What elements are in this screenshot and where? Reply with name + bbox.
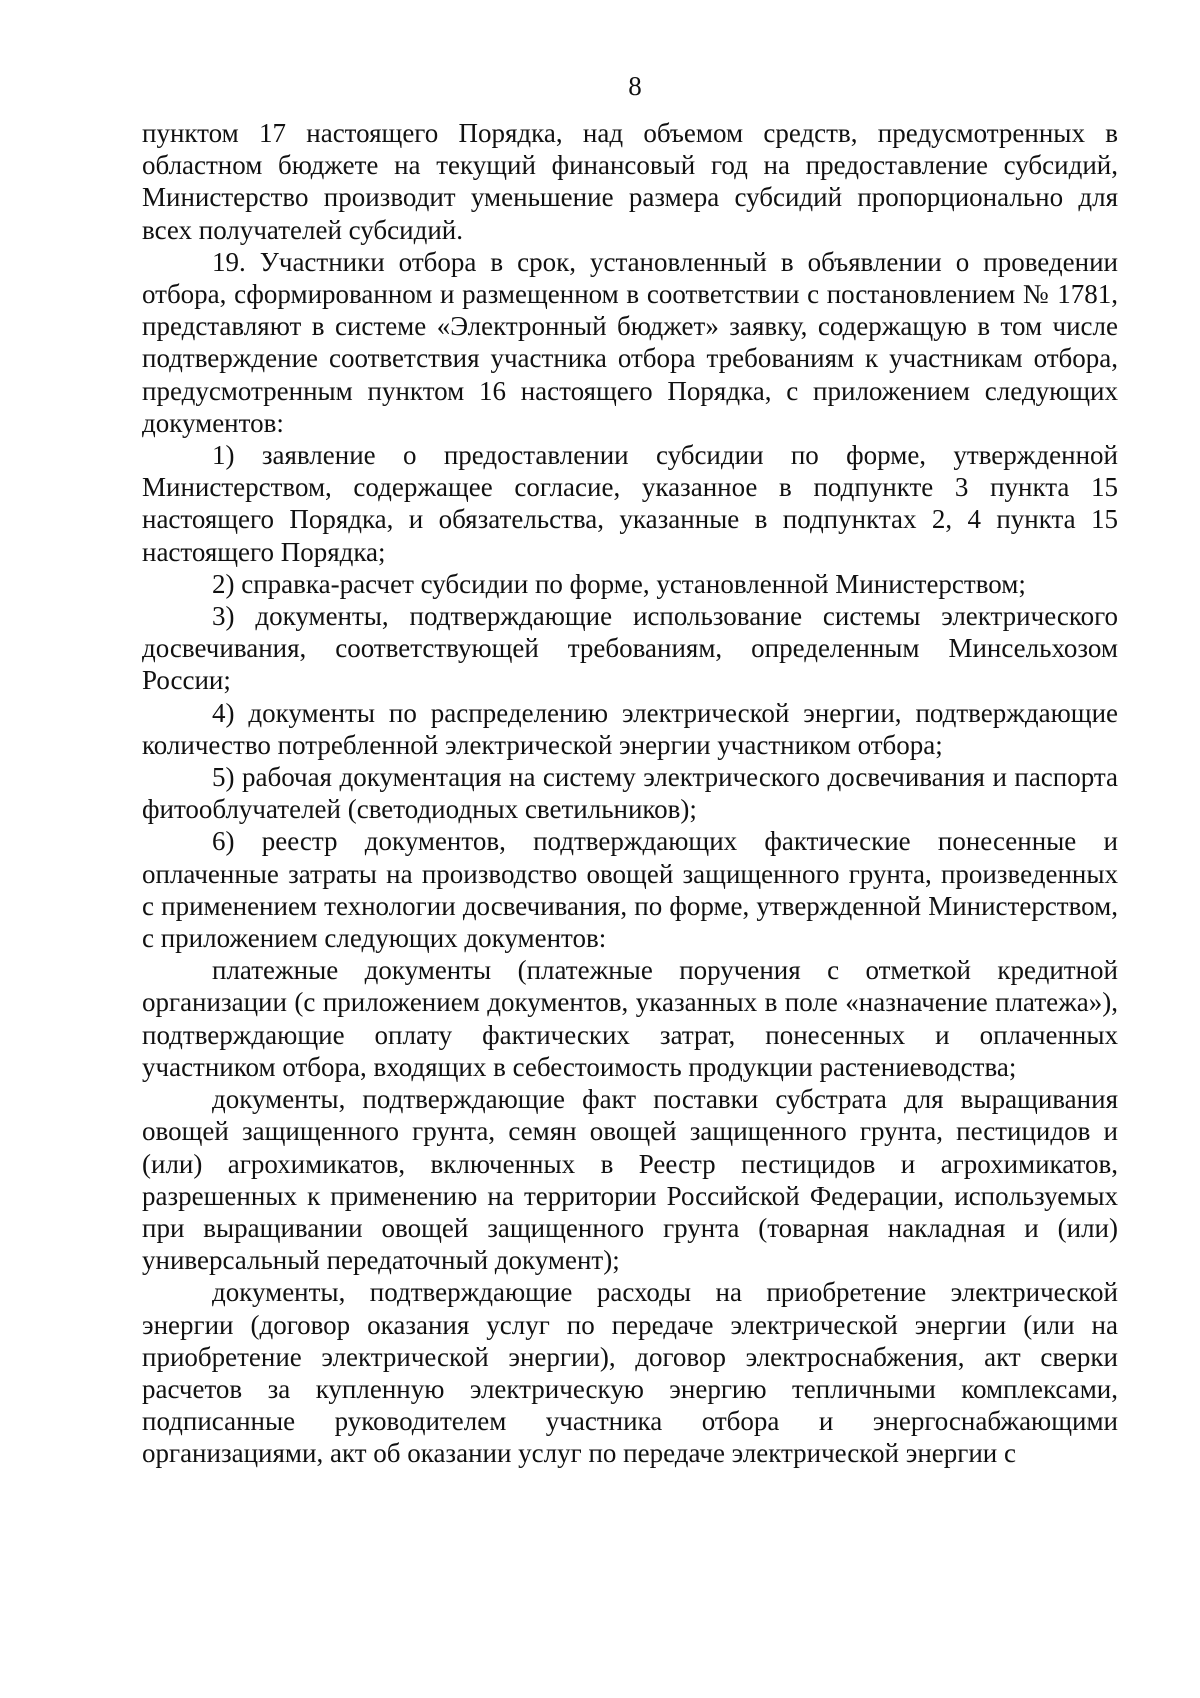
paragraph-subitem-4: 4) документы по распределению электрической энергии, подтверждающие количество потребленной электрической энергии участником отбора; — [142, 697, 1118, 760]
paragraph-payment-documents: платежные документы (платежные поручения с отметкой кредитной организации (с приложением документов, указанных в поле «назначение платежа»), подтверждающие оплату фактических затрат, понесенных и оплаченных участником отбора, входящих в себестоимость продукции растениеводства; — [142, 955, 1118, 1082]
paragraph-energy-documents: документы, подтверждающие расходы на приобретение электрической энергии (договор оказания услуг по передаче электрической энергии (или на приобретение электрической энергии), договор электроснабжения, акт сверки расчетов за купленную электрическую энергию тепличными комплексами, подписанные руководителем участника отбора и энергоснабжающими организациями, акт об оказании услуг по передаче электрической энергии с — [142, 1277, 1118, 1469]
paragraph-continuation: пунктом 17 настоящего Порядка, над объемом средств, предусмотренных в областном бюджете на текущий финансовый год на предоставление субсидий, Министерство производит уменьшение размера субсидий пропорционально для всех получателей субсидий. — [142, 118, 1118, 245]
paragraph-subitem-3: 3) документы, подтверждающие использование системы электрического досвечивания, соответствующей требованиям, определенным Минсельхозом России; — [142, 601, 1118, 696]
paragraph-subitem-6: 6) реестр документов, подтверждающих фактические понесенные и оплаченные затраты на производство овощей защищенного грунта, произведенных с применением технологии досвечивания, по форме, утвержденной Министерством, с приложением следующих документов: — [142, 826, 1118, 954]
paragraph-subitem-1: 1) заявление о предоставлении субсидии по форме, утвержденной Министерством, содержащее согласие, указанное в подпункте 3 пункта 15 настоящего Порядка, и обязательства, указанные в подпунктах 2, 4 пункта 15 настоящего Порядка; — [142, 440, 1118, 567]
paragraph-subitem-5: 5) рабочая документация на систему электрического досвечивания и паспорта фитооблучателей (светодиодных светильников); — [142, 762, 1118, 825]
paragraph-supply-documents: документы, подтверждающие факт поставки субстрата для выращивания овощей защищенного грунта, семян овощей защищенного грунта, пестицидов и (или) агрохимикатов, включенных в Реестр пестицидов и агрохимикатов, разрешенных к применению на территории Российской Федерации, используемых при выращивании овощей защищенного грунта (товарная накладная и (или) универсальный передаточный документ); — [142, 1084, 1118, 1276]
page-number: 8 — [628, 71, 642, 101]
paragraph-subitem-2: 2) справка-расчет субсидии по форме, установленной Министерством; — [212, 568, 1026, 599]
document-body — [142, 117, 1118, 1470]
paragraph-item-19: 19. Участники отбора в срок, установленный в объявлении о проведении отбора, сформированном и размещенном в соответствии с постановлением № 1781, представляют в системе «Электронный бюджет» заявку, содержащую в том числе подтверждение соответствия участника отбора требованиям к участникам отбора, предусмотренным пунктом 16 настоящего Порядка, с приложением следующих документов: — [142, 246, 1118, 438]
